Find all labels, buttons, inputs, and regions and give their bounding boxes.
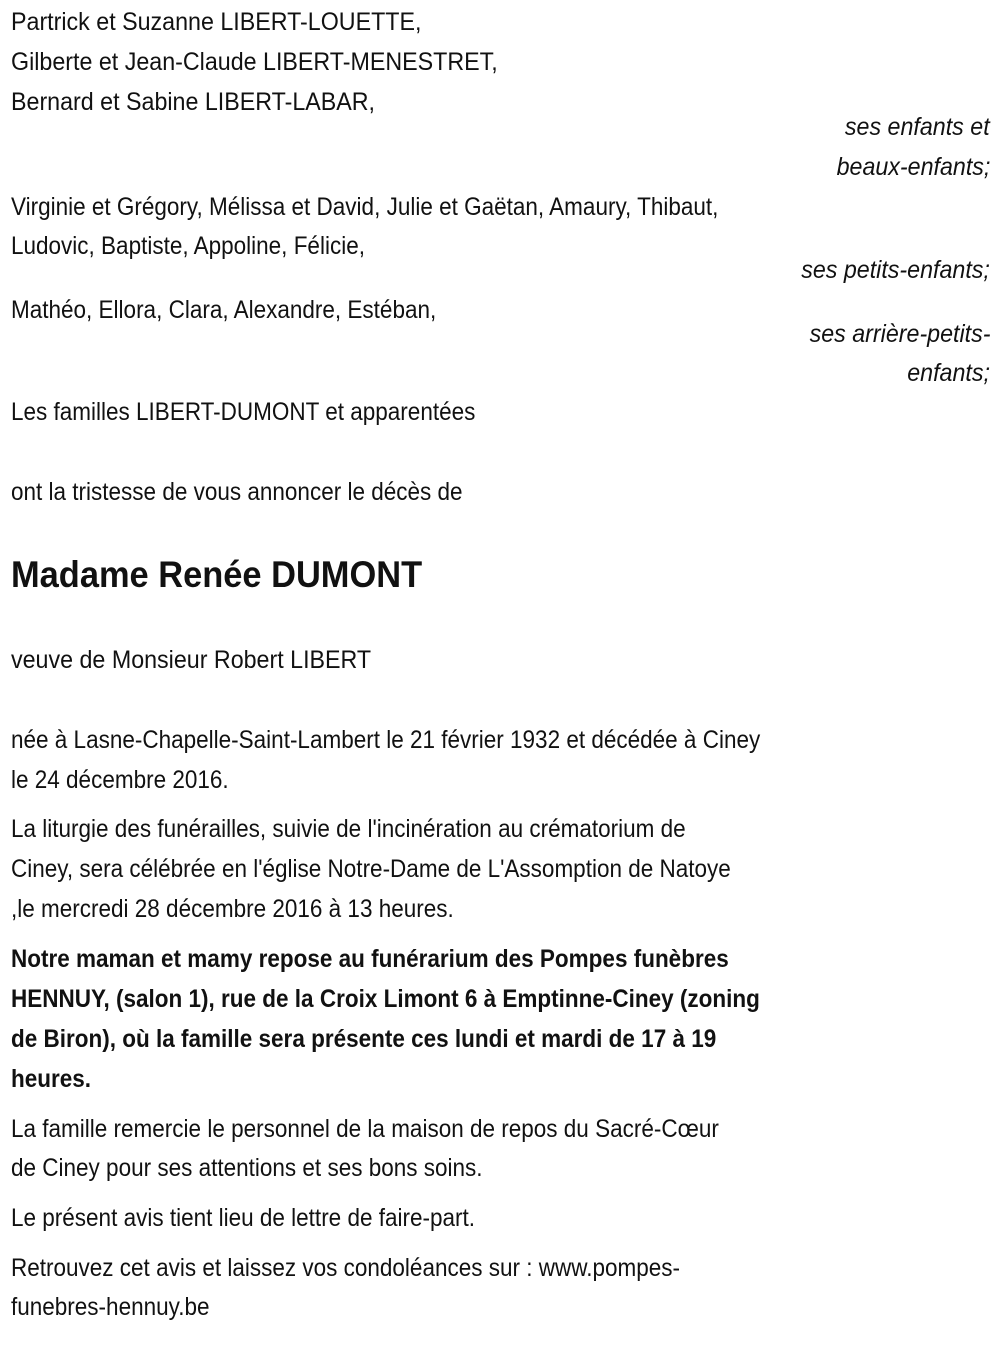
paragraph-line: ,le mercredi 28 décembre 2016 à 13 heures.: [11, 895, 454, 923]
paragraph-line: de Ciney pour ses attentions et ses bons soins.: [11, 1154, 483, 1182]
child-line: Bernard et Sabine LIBERT-LABAR,: [11, 88, 376, 116]
grandchild-line: Virginie et Grégory, Mélissa et David, Julie et Gaëtan, Amaury, Thibaut,: [11, 193, 719, 221]
paragraph-line: Retrouvez cet avis et laissez vos condoléances sur : www.pompes-: [11, 1254, 681, 1282]
paragraph-line: La liturgie des funérailles, suivie de l'incinération au crématorium de: [11, 815, 686, 843]
paragraph-line: Ciney, sera célébrée en l'église Notre-Dame de L'Assomption de Natoye: [11, 855, 731, 883]
great-grandchildren-label: ses arrière-petits-: [809, 320, 990, 348]
great-grandchildren-list: Mathéo, Ellora, Clara, Alexandre, Estéban,: [11, 296, 437, 324]
announcement-line: ont la tristesse de vous annoncer le décès de: [11, 478, 463, 506]
paragraph-line: heures.: [11, 1065, 92, 1093]
families-line: Les familles LIBERT-DUMONT et apparentées: [11, 398, 476, 426]
paragraph-line: née à Lasne-Chapelle-Saint-Lambert le 21 février 1932 et décédée à Ciney: [11, 726, 761, 754]
child-line: Gilberte et Jean-Claude LIBERT-MENESTRET,: [11, 48, 498, 76]
paragraph-line: funebres-hennuy.be: [11, 1293, 210, 1321]
child-line: Partrick et Suzanne LIBERT-LOUETTE,: [11, 8, 422, 36]
paragraph-line: de Biron), où la famille sera présente ces lundi et mardi de 17 à 19: [11, 1025, 717, 1053]
children-label: beaux-enfants;: [836, 153, 990, 181]
notice-line: Le présent avis tient lieu de lettre de faire-part.: [11, 1204, 476, 1232]
great-grandchildren-label: enfants;: [907, 359, 990, 387]
grandchildren-label: ses petits-enfants;: [801, 256, 990, 284]
children-label: ses enfants et: [845, 113, 990, 141]
grandchild-line: Ludovic, Baptiste, Appoline, Félicie,: [11, 232, 365, 260]
paragraph-line: HENNUY, (salon 1), rue de la Croix Limont 6 à Emptinne-Ciney (zoning: [11, 985, 760, 1013]
paragraph-line: le 24 décembre 2016.: [11, 766, 229, 794]
paragraph-line: Notre maman et mamy repose au funérarium des Pompes funèbres: [11, 945, 729, 973]
paragraph-line: La famille remercie le personnel de la maison de repos du Sacré-Cœur: [11, 1115, 719, 1143]
widow-of-line: veuve de Monsieur Robert LIBERT: [11, 646, 372, 674]
deceased-name: Madame Renée DUMONT: [11, 554, 423, 595]
